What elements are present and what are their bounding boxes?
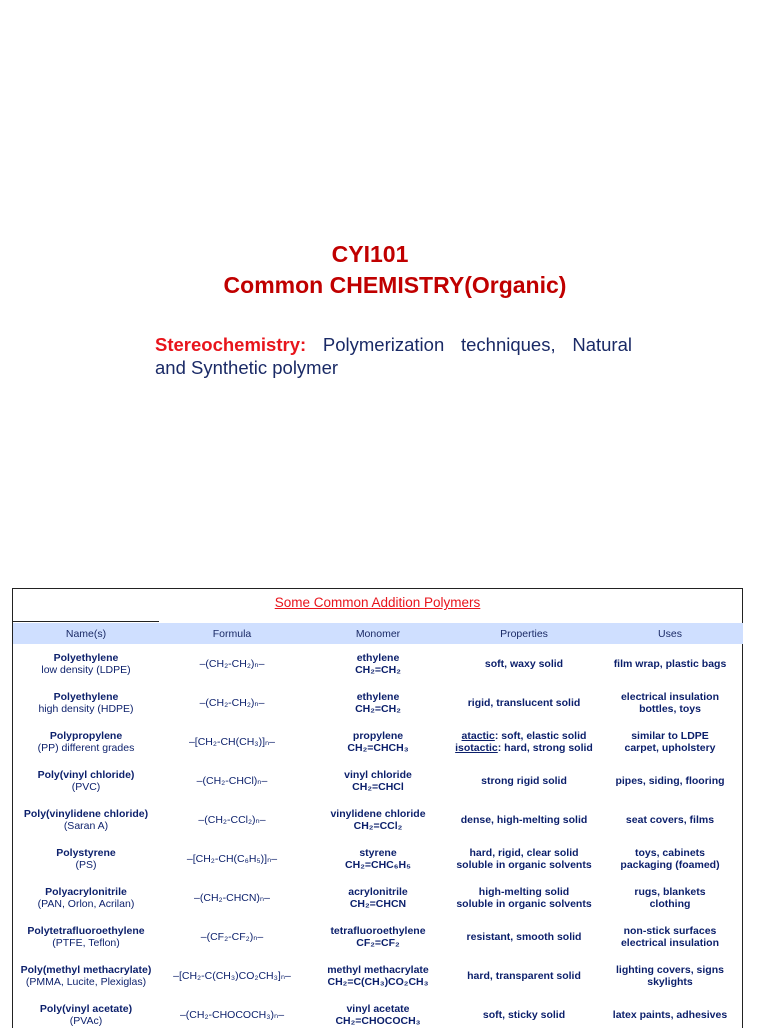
properties-line <box>453 730 595 742</box>
cell-formula <box>159 800 305 839</box>
polymer-name: Poly(vinyl acetate) <box>39 1002 133 1015</box>
monomer-formula: CH₂=C(CH₃)CO₂CH₃ <box>327 975 429 988</box>
polymer-properties: soft, sticky solid <box>482 1008 566 1021</box>
polymer-properties: hard, transparent solid <box>467 969 581 982</box>
header-properties: Properties <box>451 623 597 644</box>
cell-uses <box>597 761 743 800</box>
table-row <box>13 839 743 878</box>
monomer-name: vinyl acetate <box>346 1002 410 1015</box>
cell-uses <box>597 839 743 878</box>
table-row <box>13 683 743 722</box>
polymer-name-detail: (PTFE, Teflon) <box>52 936 120 949</box>
polymer-name-detail: (PVC) <box>71 780 101 793</box>
polymer-formula: –[CH₂-CH(C₆H₅)]ₙ– <box>186 852 278 865</box>
polymer-name-detail: (Saran A) <box>63 819 109 832</box>
cell-name <box>13 644 159 683</box>
cell-monomer <box>305 722 451 761</box>
monomer-name: ethylene <box>356 690 400 703</box>
cell-formula <box>159 917 305 956</box>
header-uses: Uses <box>597 623 743 644</box>
cell-name <box>13 839 159 878</box>
polymer-properties: strong rigid solid <box>481 774 567 787</box>
course-title: Common CHEMISTRY(Organic) <box>223 272 567 298</box>
course-code: CYI101 <box>331 241 409 267</box>
cell-uses <box>597 800 743 839</box>
polymer-uses-2: skylights <box>647 975 693 988</box>
polymer-name: Polypropylene <box>49 729 123 742</box>
polymer-uses: film wrap, plastic bags <box>613 657 727 670</box>
polymer-name-detail: (PMMA, Lucite, Plexiglas) <box>25 975 147 988</box>
polymer-uses: seat covers, films <box>625 813 715 826</box>
cell-name <box>13 995 159 1034</box>
polymer-name: Polyethylene <box>53 651 119 664</box>
cell-uses <box>597 644 743 683</box>
cell-properties <box>451 761 597 800</box>
polymer-formula: –(CH₂-CCl₂)ₙ– <box>198 813 266 826</box>
polymer-properties: high-melting solid <box>478 885 570 898</box>
polymer-uses-2: bottles, toys <box>639 702 701 715</box>
polymer-properties: rigid, translucent solid <box>467 696 581 709</box>
monomer-formula: CH₂=CHCN <box>349 897 407 910</box>
polymer-uses: electrical insulation <box>620 690 720 703</box>
polymer-uses: lighting covers, signs <box>616 963 724 976</box>
polymer-properties-2: soluble in organic solvents <box>456 897 592 910</box>
table-row <box>13 722 743 761</box>
table-row <box>13 956 743 995</box>
polymer-formula: –(CH₂-CHCN)ₙ– <box>194 891 270 904</box>
monomer-formula: CH₂=CCl₂ <box>353 819 403 832</box>
polymer-properties: hard, rigid, clear solid <box>469 846 579 859</box>
isotactic-term: isotactic <box>455 741 498 754</box>
monomer-name: styrene <box>359 846 397 859</box>
cell-properties <box>451 839 597 878</box>
polymer-name: Poly(methyl methacrylate) <box>20 963 152 976</box>
cell-properties <box>451 917 597 956</box>
table-row <box>13 761 743 800</box>
cell-properties <box>451 722 597 761</box>
polymer-name-detail: (PAN, Orlon, Acrilan) <box>37 897 135 910</box>
polymer-name-detail: (PS) <box>75 858 97 871</box>
cell-name <box>13 956 159 995</box>
polymer-formula: –(CH₂-CHOCOCH₃)ₙ– <box>179 1008 285 1021</box>
table-row <box>13 995 743 1034</box>
cell-monomer <box>305 917 451 956</box>
monomer-formula: CF₂=CF₂ <box>356 936 400 949</box>
cell-uses <box>597 878 743 917</box>
monomer-formula: CH₂=CHC₆H₅ <box>345 858 411 871</box>
polymer-properties: dense, high-melting solid <box>460 813 588 826</box>
polymer-uses: similar to LDPE <box>631 729 709 742</box>
cell-formula <box>159 761 305 800</box>
monomer-formula: CH₂=CHCl <box>352 780 404 793</box>
polymer-formula: –(CH₂-CH₂)ₙ– <box>199 657 265 670</box>
monomer-formula: CH₂=CHOCOCH₃ <box>335 1014 421 1027</box>
table-caption: Some Common Addition Polymers <box>274 595 481 610</box>
polymer-formula: –[CH₂-CH(CH₃)]ₙ– <box>188 735 276 748</box>
header-formula: Formula <box>159 623 305 644</box>
polymer-formula: –(CF₂-CF₂)ₙ– <box>200 930 264 943</box>
polymer-name: Polyacrylonitrile <box>45 885 127 898</box>
polymer-name: Poly(vinylidene chloride) <box>23 807 149 820</box>
cell-name <box>13 917 159 956</box>
addition-polymers-table <box>13 623 743 1034</box>
cell-formula <box>159 995 305 1034</box>
cell-formula <box>159 839 305 878</box>
polymer-formula: –[CH₂-C(CH₃)CO₂CH₃]ₙ– <box>173 969 291 982</box>
polymer-name-detail: high density (HDPE) <box>38 702 134 715</box>
monomer-name: vinyl chloride <box>344 768 412 781</box>
cell-uses <box>597 956 743 995</box>
cell-properties <box>451 800 597 839</box>
monomer-name: acrylonitrile <box>348 885 408 898</box>
cell-monomer <box>305 761 451 800</box>
cell-monomer <box>305 644 451 683</box>
cell-properties <box>451 644 597 683</box>
table-row <box>13 917 743 956</box>
polymer-properties: soft, waxy solid <box>484 657 564 670</box>
monomer-name: ethylene <box>356 651 400 664</box>
monomer-name: methyl methacrylate <box>327 963 429 976</box>
cell-formula <box>159 644 305 683</box>
topic-line <box>155 333 632 379</box>
polymer-name: Polystyrene <box>56 846 116 859</box>
monomer-name: vinylidene chloride <box>330 807 426 820</box>
cell-formula <box>159 683 305 722</box>
polymer-name-detail: (PVAc) <box>69 1014 103 1027</box>
cell-name <box>13 761 159 800</box>
atactic-term: atactic <box>461 729 495 742</box>
monomer-formula: CH₂=CH₂ <box>355 702 401 715</box>
cell-name <box>13 722 159 761</box>
table-header-row <box>13 623 743 644</box>
table-row <box>13 644 743 683</box>
cell-name <box>13 878 159 917</box>
polymer-name: Polytetrafluoroethylene <box>27 924 145 937</box>
polymer-name: Poly(vinyl chloride) <box>37 768 135 781</box>
polymer-uses-2: packaging (foamed) <box>620 858 720 871</box>
monomer-formula: CH₂=CH₂ <box>355 663 401 676</box>
cell-monomer <box>305 800 451 839</box>
polymer-name-detail: low density (LDPE) <box>41 663 131 676</box>
cell-properties <box>451 956 597 995</box>
caption-divider <box>13 621 159 622</box>
cell-monomer <box>305 839 451 878</box>
cell-name <box>13 800 159 839</box>
polymer-name: Polyethylene <box>53 690 119 703</box>
monomer-formula: CH₂=CHCH₃ <box>347 741 409 754</box>
polymer-properties-2: soluble in organic solvents <box>456 858 592 871</box>
cell-monomer <box>305 683 451 722</box>
polymer-name-detail: (PP) different grades <box>37 741 135 754</box>
polymer-uses: toys, cabinets <box>634 846 706 859</box>
topic-label: Stereochemistry: <box>155 334 307 355</box>
cell-formula <box>159 878 305 917</box>
polymer-uses-2: carpet, upholstery <box>624 741 716 754</box>
topic-text: Polymerization techniques, Natural and Synthetic polymer <box>155 334 632 378</box>
cell-uses <box>597 683 743 722</box>
cell-properties <box>451 878 597 917</box>
cell-properties <box>451 683 597 722</box>
polymer-formula: –(CH₂-CHCl)ₙ– <box>196 774 268 787</box>
table-row <box>13 878 743 917</box>
header-name: Name(s) <box>13 623 159 644</box>
cell-monomer <box>305 995 451 1034</box>
polymer-formula: –(CH₂-CH₂)ₙ– <box>199 696 265 709</box>
cell-monomer <box>305 878 451 917</box>
polymer-uses-2: electrical insulation <box>620 936 720 949</box>
cell-formula <box>159 722 305 761</box>
cell-uses <box>597 722 743 761</box>
cell-formula <box>159 956 305 995</box>
header-monomer: Monomer <box>305 623 451 644</box>
cell-uses <box>597 995 743 1034</box>
table-row <box>13 800 743 839</box>
polymer-uses: non-stick surfaces <box>623 924 717 937</box>
atactic-description: : soft, elastic solid <box>494 729 587 742</box>
cell-properties <box>451 995 597 1034</box>
monomer-name: tetrafluoroethylene <box>330 924 426 937</box>
polymer-uses: pipes, siding, flooring <box>615 774 725 787</box>
isotactic-description: : hard, strong solid <box>497 741 593 754</box>
polymer-properties: resistant, smooth solid <box>466 930 582 943</box>
polymer-uses: rugs, blankets <box>634 885 706 898</box>
cell-name <box>13 683 159 722</box>
cell-monomer <box>305 956 451 995</box>
properties-line <box>453 742 595 754</box>
cell-uses <box>597 917 743 956</box>
addition-polymers-table-box <box>12 588 743 1028</box>
polymer-uses-2: clothing <box>649 897 691 910</box>
monomer-name: propylene <box>352 729 404 742</box>
polymer-uses: latex paints, adhesives <box>612 1008 728 1021</box>
